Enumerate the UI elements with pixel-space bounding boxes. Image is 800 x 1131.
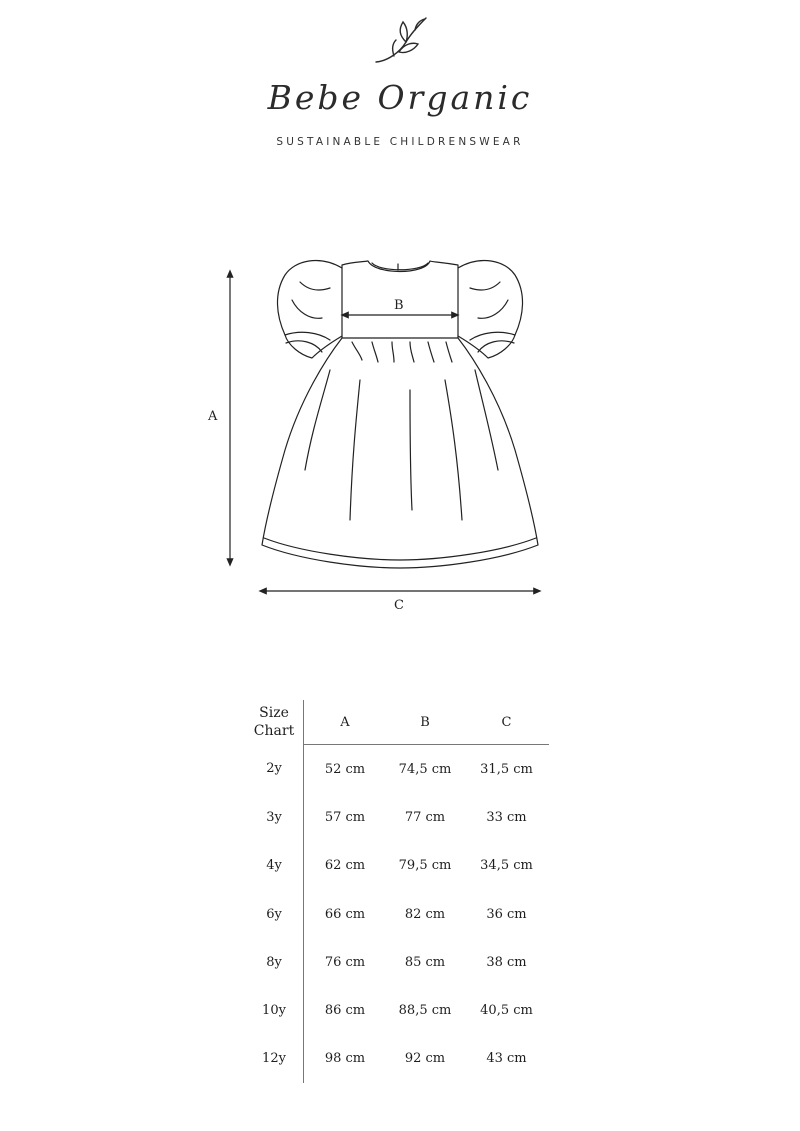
measurement-c-cell: 36 cm — [486, 906, 527, 922]
table-row — [245, 745, 549, 794]
table-row — [245, 1035, 549, 1083]
measurement-a-cell: 52 cm — [304, 745, 387, 794]
size-cell: 8y — [266, 954, 282, 970]
dimension-a-label: A — [208, 409, 218, 424]
measurement-b-cell: 79,5 cm — [398, 858, 452, 874]
brand-tagline: SUSTAINABLE CHILDRENSWEAR — [276, 136, 524, 148]
dress-skirt — [262, 338, 538, 568]
measurement-a-cell: 76 cm — [304, 938, 387, 986]
column-header-b: B — [386, 700, 464, 745]
column-header-a: A — [304, 700, 387, 745]
measurement-b-cell: 92 cm — [404, 1051, 446, 1067]
measurement-b-cell: 77 cm — [404, 809, 446, 825]
size-cell: 2y — [266, 761, 282, 777]
measurement-b-cell: 82 cm — [404, 906, 446, 922]
measurement-c-cell: 34,5 cm — [480, 858, 533, 874]
size-cell: 6y — [266, 906, 282, 922]
size-cell: 10y — [262, 1003, 286, 1019]
size-cell: 12y — [262, 1051, 286, 1067]
measurement-b-cell: 88,5 cm — [398, 1003, 452, 1019]
table-row — [245, 938, 549, 986]
table-row — [245, 842, 549, 890]
column-header-c: C — [464, 700, 549, 745]
table-row — [245, 986, 549, 1034]
measurement-a-cell: 98 cm — [304, 1035, 387, 1083]
dimension-b-label: B — [394, 298, 404, 313]
dimension-c-label: C — [394, 598, 404, 613]
size-chart-heading: Size Chart — [253, 705, 295, 740]
measurement-a-cell: 66 cm — [304, 890, 387, 938]
size-chart-table — [245, 700, 549, 1083]
size-chart-header-row — [245, 700, 549, 745]
size-cell: 4y — [266, 858, 282, 874]
measurement-a-cell: 62 cm — [304, 842, 387, 890]
measurement-b-cell: 74,5 cm — [398, 761, 452, 777]
measurement-a-cell: 57 cm — [304, 793, 387, 841]
measurement-c-cell: 38 cm — [486, 954, 527, 970]
measurement-c-cell: 33 cm — [486, 809, 527, 825]
size-cell: 3y — [266, 809, 282, 825]
measurement-c-cell: 43 cm — [486, 1051, 527, 1067]
measurement-c-cell: 31,5 cm — [480, 761, 533, 777]
measurement-c-cell: 40,5 cm — [480, 1003, 533, 1019]
table-row — [245, 793, 549, 841]
measurement-a-cell: 86 cm — [304, 986, 387, 1034]
brand-name: Bebe Organic — [267, 78, 533, 117]
table-row — [245, 890, 549, 938]
measurement-b-cell: 85 cm — [404, 954, 446, 970]
